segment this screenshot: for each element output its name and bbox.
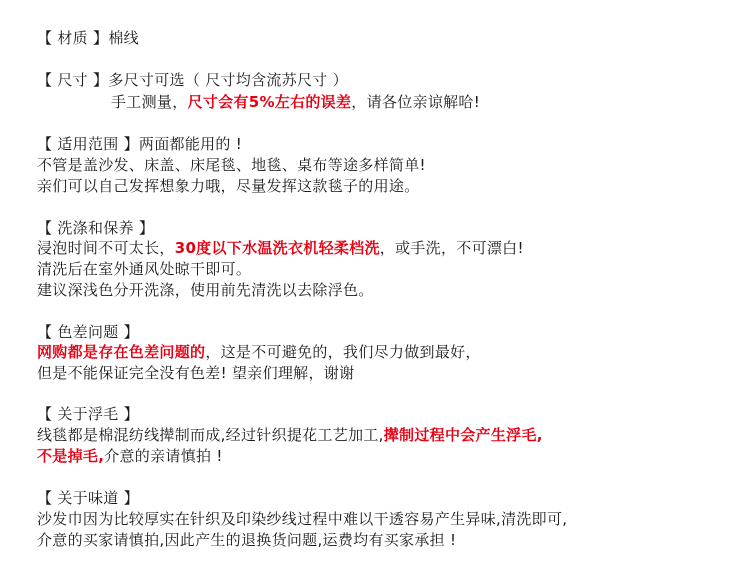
color-diff-line-3: 但是不能保证完全没有色差! 望亲们理解，谢谢 <box>37 364 355 382</box>
smell-heading-line: 【 关于味道 】 <box>37 489 139 507</box>
size-heading-line: 【 尺寸 】多尺寸可选（ 尺寸均含流苏尺寸 ） <box>37 71 348 89</box>
size-measure-text: 手工测量， <box>111 93 188 111</box>
usage-line-2: 不管是盖沙发、床盖、床尾毯、地毯、桌布等途多样简单! <box>37 156 426 174</box>
washing-heading-line: 【 洗涤和保养 】 <box>37 219 155 237</box>
washing-line-2 <box>37 238 524 258</box>
washing-soak-text: 浸泡时间不可太长， <box>37 239 175 257</box>
lint-not-shedding-highlight: 不是掉毛, <box>37 447 105 465</box>
color-diff-line-2 <box>37 342 481 362</box>
washing-temp-highlight: 30度以下水温洗衣机轻柔档洗 <box>174 239 380 257</box>
size-apology-text: ，请各位亲谅解哈! <box>351 93 481 111</box>
washing-line-3: 清洗后在室外通风处晾干即可。 <box>37 260 252 278</box>
size-error-highlight: 尺寸会有5%左右的误差 <box>187 93 352 111</box>
lint-heading-line: 【 关于浮毛 】 <box>37 405 139 423</box>
smell-line-3: 介意的买家请慎拍,因此产生的退换货问题,运费均有买家承担 ! <box>37 531 457 549</box>
lint-process-text: 线毯都是棉混纺线撵制而成,经过针织提花工艺加工, <box>37 426 384 444</box>
lint-process-highlight: 撵制过程中会产生浮毛, <box>383 426 543 444</box>
lint-line-3 <box>37 446 223 466</box>
washing-hand-text: ，或手洗，不可漂白! <box>379 239 524 257</box>
smell-line-2: 沙发巾因为比较厚实在针织及印染纱线过程中难以干透容易产生异味,清洗即可, <box>37 510 568 528</box>
usage-line-3: 亲们可以自己发挥想象力哦，尽量发挥这款毯子的用途。 <box>37 177 420 195</box>
lint-line-2 <box>37 425 543 445</box>
lint-caution-text: 介意的亲请慎拍 ! <box>104 447 223 465</box>
color-diff-text: ，这是不可避免的，我们尽力做到最好， <box>205 343 481 361</box>
size-measure-line <box>111 92 480 112</box>
color-diff-heading-line: 【 色差问题 】 <box>37 323 139 341</box>
washing-line-4: 建议深浅色分开洗涤，使用前先清洗以去除浮色。 <box>37 281 374 299</box>
usage-heading-line: 【 适用范围 】两面都能用的 ! <box>37 135 243 153</box>
color-diff-highlight: 网购都是存在色差问题的 <box>37 343 206 361</box>
material-line: 【 材质 】棉线 <box>37 29 139 47</box>
